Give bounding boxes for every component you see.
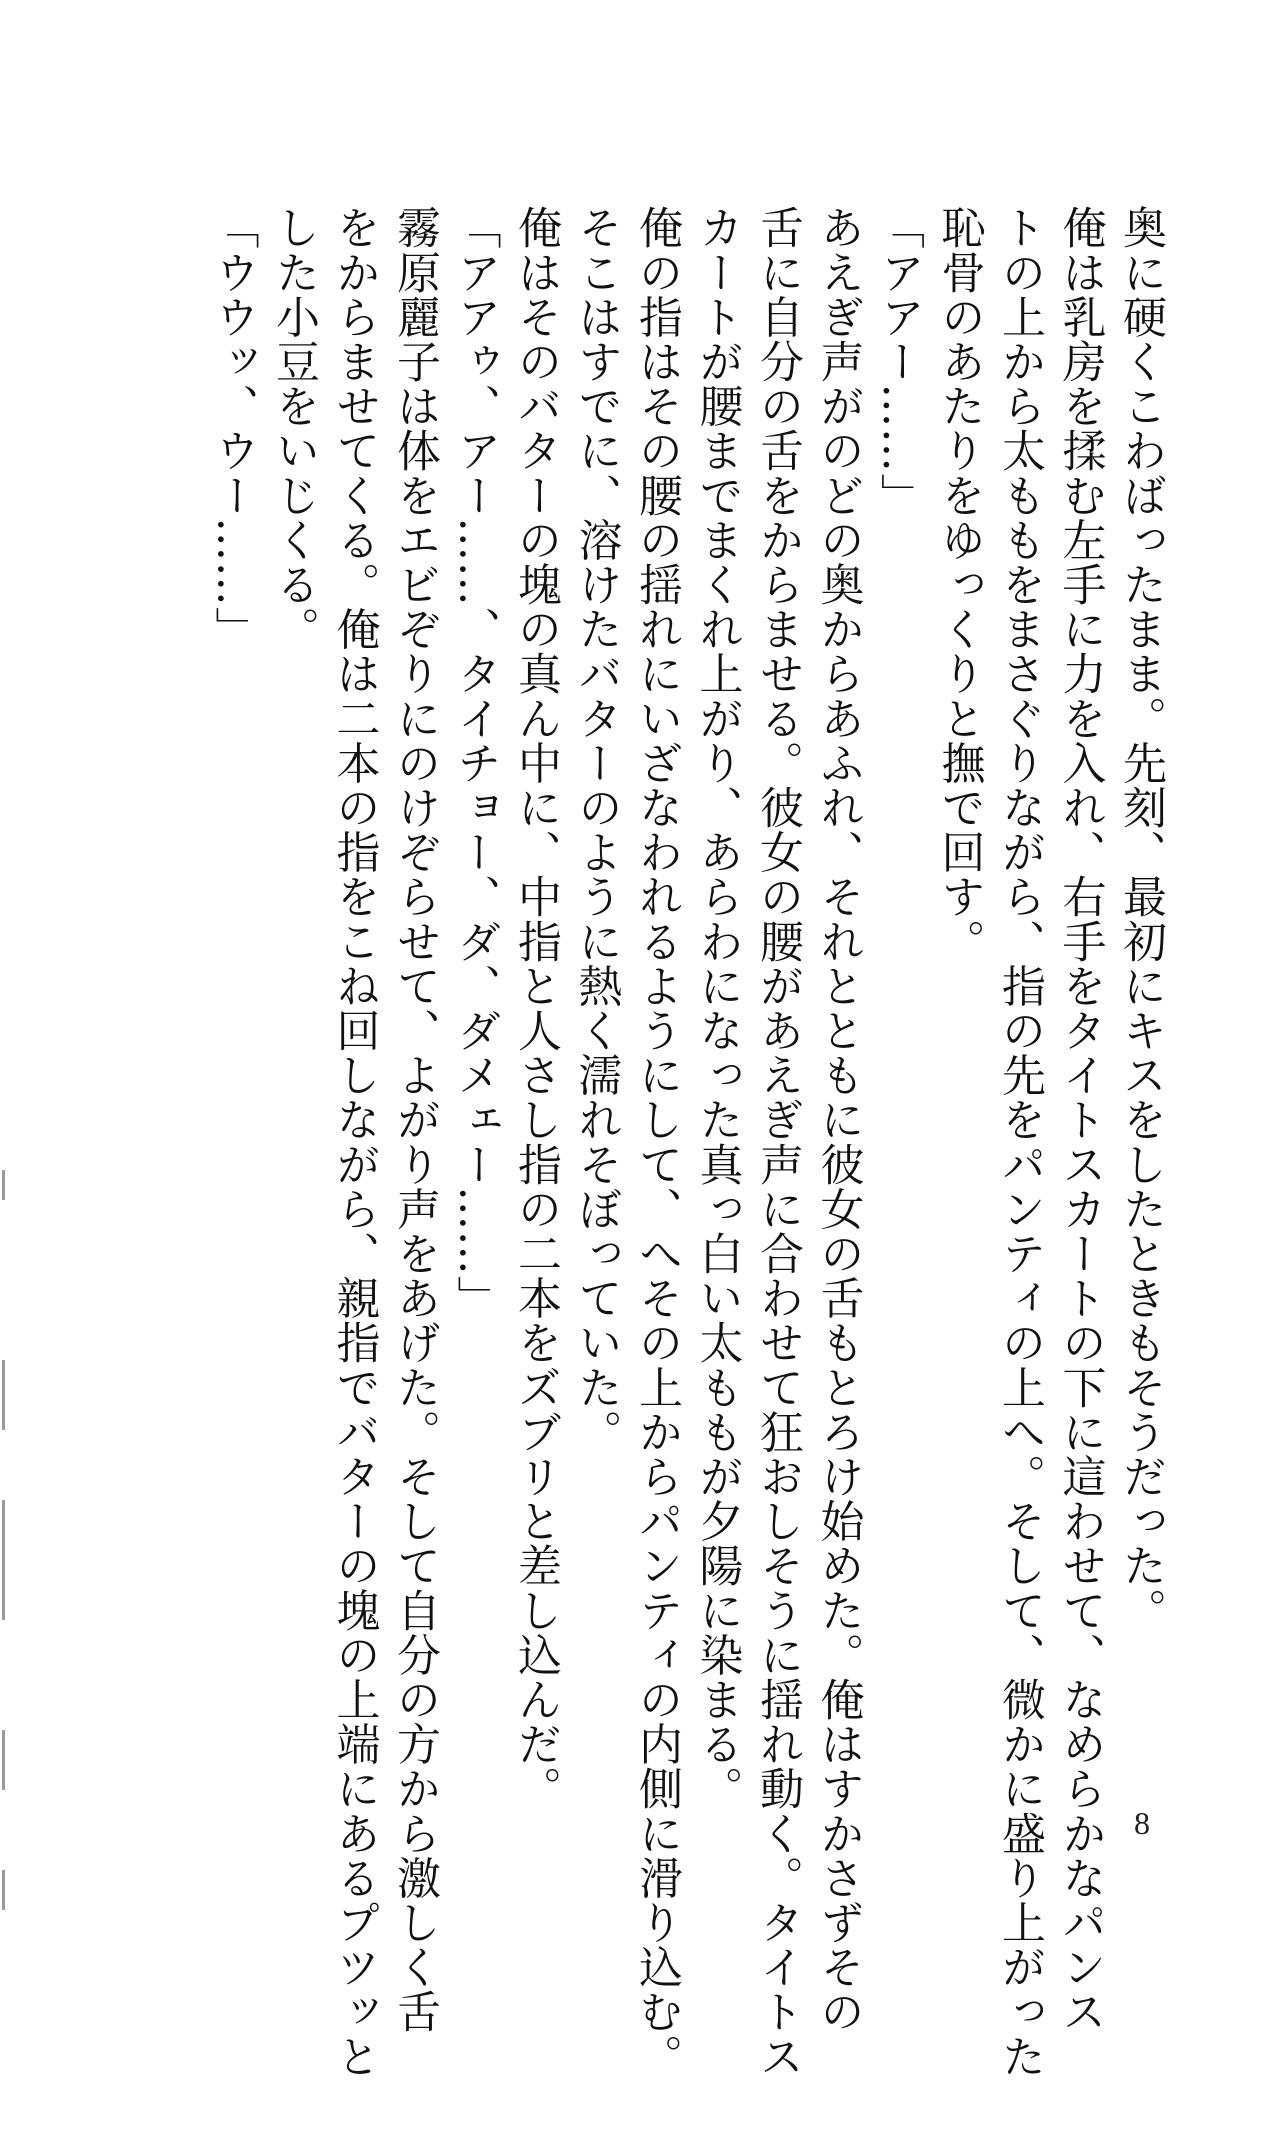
text-line: 俺の指はその腰の揺れにいざなわれるようにして、へその上からパンティの内側に滑り込む。 [631,205,682,2079]
page-number: 8 [1134,1805,1150,1841]
text-line: トの上から太ももをまさぐりながら、指の先をパンティの上へ。そして、微かに盛り上がった [994,205,1045,2079]
text-line: カートが腰までまくれ上がり、あらわになった真っ白い太ももが夕陽に染まる。 [691,205,743,1811]
text-line: 霧原麗子は体をエビぞりにのけぞらせて、よがり声をあげた。そして自分の方から激しく舌 [389,205,440,2034]
text-line: した小豆をいじくる。 [268,205,319,651]
text-line: そこはすでに、溶けたバターのように熱く濡れそぼっていた。 [570,205,622,1454]
scan-edge-marks [0,1170,8,2100]
text-line: 恥骨のあたりをゆっくりと撫で回す。 [933,205,985,964]
text-line: あえぎ声がのどの奥からあふれ、それとともに彼女の舌もとろけ始めた。俺はすかさずその [812,205,864,2034]
vertical-text-block [207,205,1170,2079]
text-line: 俺は乳房を揉む左手に力を入れ、右手をタイトスカートの下に這わせて、なめらかなパンス [1054,205,1106,2034]
text-line: 「アアゥ、アー……、タイチョー、ダ、ダメェー……」 [449,205,501,1320]
text-line: 舌に自分の舌をからませる。彼女の腰があえぎ声に合わせて狂おしそうに揺れ動く。タイトス [752,205,803,2079]
text-line: 「ウウッ、ウー……」 [207,205,259,651]
text-line: 「アアー……」 [873,205,924,518]
text-line: 奥に硬くこわばったまま。先刻、最初にキスをしたときもそうだった。 [1115,205,1166,1633]
text-line: をからませてくる。俺は二本の指をこね回しながら、親指でバターの塊の上端にあるプツッと [328,205,380,2079]
text-line: 俺はそのバターの塊の真ん中に、中指と人さし指の二本をズブリと差し込んだ。 [510,205,561,1811]
